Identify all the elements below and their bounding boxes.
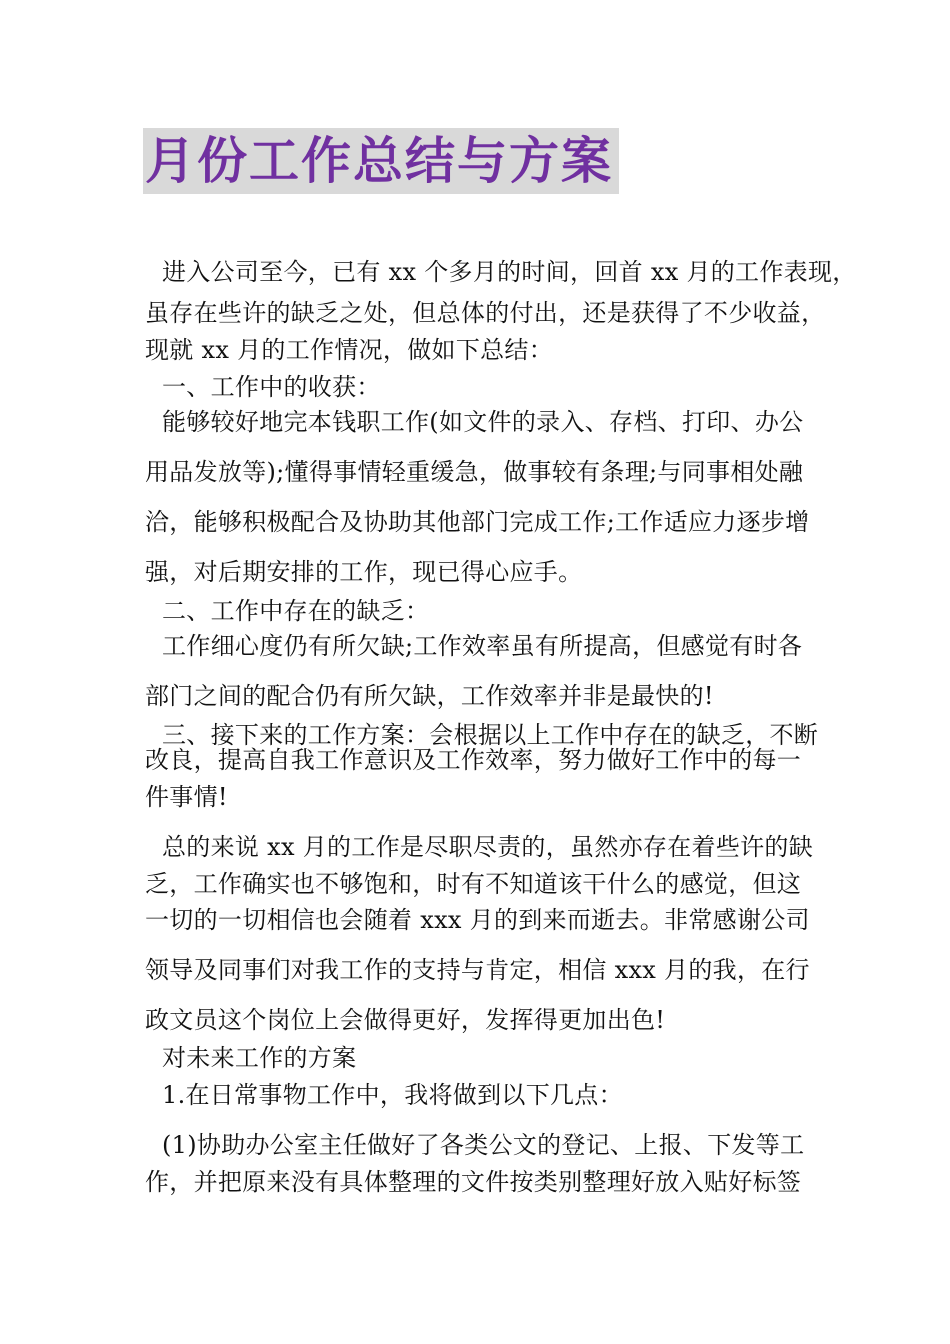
paragraph-line: 政文员这个岗位上会做得更好，发挥得更加出色! (145, 1006, 666, 1034)
paragraph-line: 强，对后期安排的工作，现已得心应手。 (145, 558, 583, 586)
paragraph-line: 1.在日常事物工作中，我将做到以下几点： (162, 1081, 623, 1109)
section-heading: 二、工作中存在的缺乏： (162, 597, 430, 625)
paragraph-line: 乏，工作确实也不够饱和，时有不知道该干什么的感觉，但这 (145, 870, 802, 898)
paragraph-line: 领导及同事们对我工作的支持与肯定，相信 xxx 月的我，在行 (145, 956, 810, 984)
paragraph-line: 作，并把原来没有具体整理的文件按类别整理好放入贴好标签 (145, 1168, 802, 1196)
paragraph-line: 工作细心度仍有所欠缺;工作效率虽有所提高，但感觉有时各 (162, 632, 803, 660)
paragraph-line: 用品发放等);懂得事情轻重缓急，做事较有条理;与同事相处融 (145, 458, 804, 486)
paragraph-line: 洽，能够积极配合及协助其他部门完成工作;工作适应力逐步增 (145, 508, 810, 536)
section-heading: 对未来工作的方案 (162, 1044, 357, 1072)
paragraph-line: 总的来说 xx 月的工作是尽职尽责的，虽然亦存在着些许的缺 (162, 833, 814, 861)
section-heading: 三、接下来的工作方案：会根据以上工作中存在的缺乏，不断 (162, 721, 819, 749)
page-title: 月份工作总结与方案 (145, 132, 613, 190)
paragraph-line: (1)协助办公室主任做好了各类公文的登记、上报、下发等工 (162, 1131, 805, 1159)
title-highlight (143, 128, 619, 194)
paragraph-line: 能够较好地完本钱职工作(如文件的录入、存档、打印、办公 (162, 408, 804, 436)
paragraph-line: 虽存在些许的缺乏之处，但总体的付出，还是获得了不少收益， (145, 299, 826, 327)
paragraph-line: 改良，提高自我工作意识及工作效率，努力做好工作中的每一 (145, 746, 802, 774)
paragraph-line: 件事情! (145, 783, 228, 811)
paragraph-line: 一切的一切相信也会随着 xxx 月的到来而逝去。非常感谢公司 (145, 906, 810, 934)
section-heading: 一、工作中的收获： (162, 373, 381, 401)
paragraph-line: 进入公司至今，已有 xx 个多月的时间，回首 xx 月的工作表现， (162, 258, 857, 286)
paragraph-line: 现就 xx 月的工作情况，做如下总结： (145, 336, 554, 364)
paragraph-line: 部门之间的配合仍有所欠缺，工作效率并非是最快的! (145, 682, 714, 710)
